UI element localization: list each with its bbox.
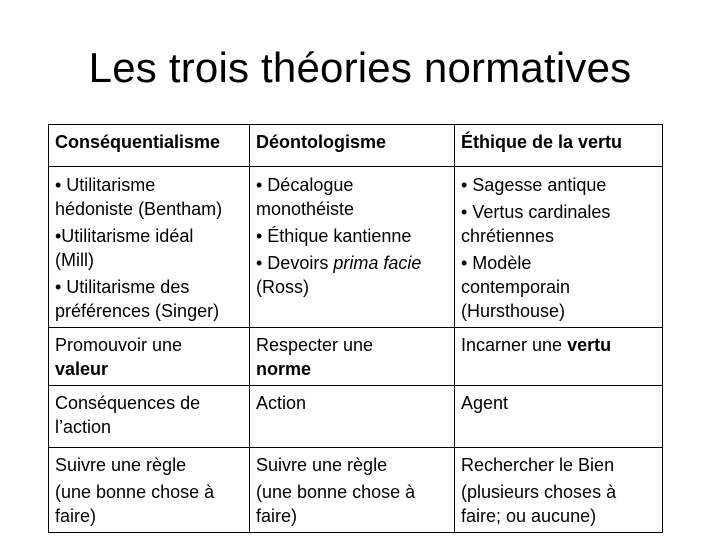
text-line: préférences (Singer) <box>55 301 220 321</box>
cell-consequentialism-theories <box>49 167 250 328</box>
cell-virtue-focus: Agent <box>455 386 663 448</box>
slide-title: Les trois théories normatives <box>88 44 632 91</box>
table-row-theories <box>49 167 663 328</box>
text-line: Conséquences de <box>55 393 201 413</box>
bold-term: valeur <box>55 359 109 379</box>
italic-term: prima facie <box>333 253 422 273</box>
text-line: (Ross) <box>256 277 309 297</box>
text-line: Suivre une règle <box>256 455 388 475</box>
text-line: faire) <box>55 506 97 526</box>
text-segment: Incarner une <box>461 335 568 355</box>
cell-virtue-theories <box>455 167 663 328</box>
table-row-method <box>49 448 663 533</box>
bold-term: vertu <box>567 335 612 355</box>
cell-deontology-method <box>250 448 455 533</box>
cell-consequentialism-aim <box>49 328 250 386</box>
text-segment: • Devoirs <box>256 253 334 273</box>
text-line: • Vertus cardinales <box>461 202 611 222</box>
text-line: (plusieurs choses à <box>461 482 617 502</box>
text-line: •Utilitarisme idéal <box>55 226 194 246</box>
cell-virtue-method <box>455 448 663 533</box>
text-line <box>461 333 656 357</box>
text-line: Suivre une règle <box>55 455 187 475</box>
text-line: contemporain <box>461 277 571 297</box>
text-line: (une bonne chose à <box>256 482 416 502</box>
cell-consequentialism-method <box>49 448 250 533</box>
text-line: • Sagesse antique <box>461 175 607 195</box>
text-line: hédoniste (Bentham) <box>55 199 223 219</box>
table-header-row <box>49 125 663 167</box>
text-line: Promouvoir une <box>55 335 183 355</box>
cell-consequentialism-focus <box>49 386 250 448</box>
text-line: (une bonne chose à <box>55 482 215 502</box>
cell-deontology-focus: Action <box>250 386 455 448</box>
bold-term: norme <box>256 359 312 379</box>
text-line: l’action <box>55 417 112 437</box>
text-line <box>256 251 448 275</box>
text-line: • Utilitarisme <box>55 175 156 195</box>
text-line: • Modèle <box>461 253 532 273</box>
header-consequentialism: Conséquentialisme <box>49 125 250 167</box>
theories-table <box>48 124 663 533</box>
header-deontology: Déontologisme <box>250 125 455 167</box>
text-line: • Éthique kantienne <box>256 226 412 246</box>
header-virtue-ethics: Éthique de la vertu <box>455 125 663 167</box>
text-line: chrétiennes <box>461 226 555 246</box>
text-line: (Hursthouse) <box>461 301 566 321</box>
text-line: monothéiste <box>256 199 355 219</box>
text-line: faire; ou aucune) <box>461 506 597 526</box>
cell-deontology-aim <box>250 328 455 386</box>
text-line: • Décalogue <box>256 175 354 195</box>
text-line: • Utilitarisme des <box>55 277 190 297</box>
table-row-focus <box>49 386 663 448</box>
cell-deontology-theories <box>250 167 455 328</box>
text-line: faire) <box>256 506 298 526</box>
text-line: (Mill) <box>55 250 94 270</box>
text-line: Respecter une <box>256 335 374 355</box>
cell-virtue-aim <box>455 328 663 386</box>
table-row-aim <box>49 328 663 386</box>
text-line: Rechercher le Bien <box>461 455 615 475</box>
